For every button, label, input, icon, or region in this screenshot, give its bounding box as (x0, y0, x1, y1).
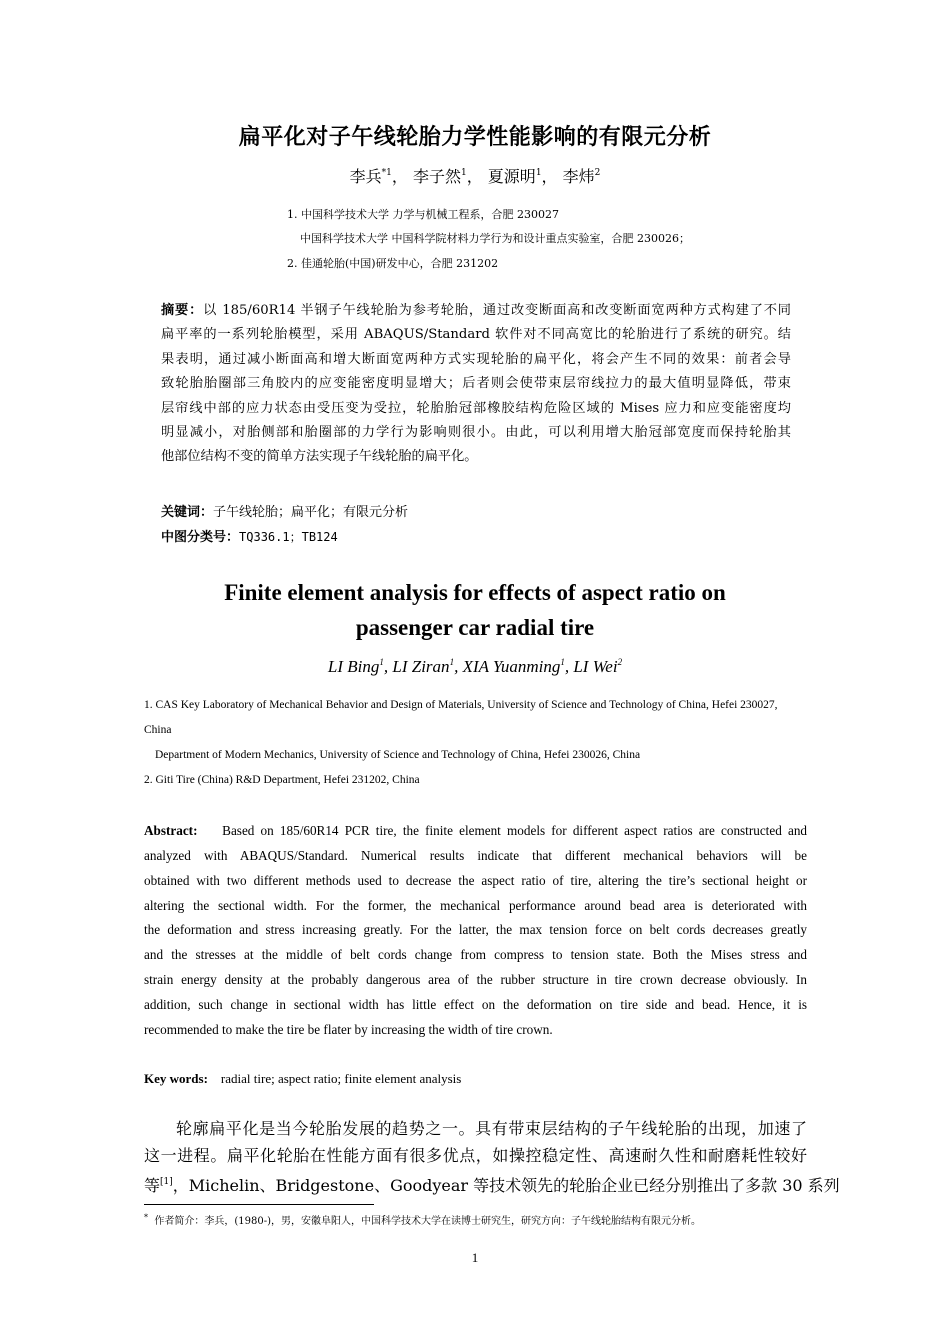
cn-class-label: 中图分类号： (161, 530, 240, 545)
body-line (144, 1169, 840, 1196)
cn-author-list (0, 164, 950, 187)
cn-author-separator: ， (466, 167, 483, 186)
footnote-mark: * (144, 1213, 148, 1222)
en-author-list (0, 657, 950, 677)
en-abstract-line: the deformation and stress increasing greatly. For the latter, the max tension force on belt cords decreases greatly (144, 922, 807, 938)
cn-author-sup: 1 (535, 168, 542, 178)
cn-abstract-label: 摘要： (161, 303, 204, 318)
en-author-sup: 1 (379, 657, 384, 667)
cn-author-separator: ， (541, 167, 558, 186)
cn-author: 李炜 (562, 167, 595, 186)
en-abstract-line: addition, such change in sectional width has little effect on the deformation on tire side and bead. Hence, it is (144, 996, 807, 1012)
en-abstract-label: Abstract: (144, 823, 198, 838)
en-author-separator: , (383, 657, 393, 676)
cn-abstract-line: 果表明，通过减小断面高和增大断面宽两种方式实现轮胎的扁平化，将会产生不同的效果：前者会导 (161, 351, 791, 367)
en-affiliation: China (144, 724, 172, 736)
en-author-sup: 1 (449, 657, 455, 667)
en-keywords-label: Key words: (144, 1071, 208, 1086)
en-author: XIA Yuanming (462, 657, 561, 676)
en-title-line: passenger car radial tire (355, 615, 595, 640)
body-line: 轮廓扁平化是当今轮胎发展的趋势之一。具有带束层结构的子午线轮胎的出现，加速了 (176, 1119, 807, 1138)
body-text (144, 1115, 840, 1196)
en-abstract-line: obtained with two different methods used to decrease the aspect ratio of tire, altering the tire’s sectional height or (144, 872, 807, 888)
footnote (144, 1212, 701, 1227)
cn-abstract-line: 他部位结构不变的简单方法实现子午线轮胎的扁平化。 (161, 449, 478, 465)
cn-abstract-line: 扁平率的一系列轮胎模型，采用 ABAQUS/Standard 软件对不同高宽比的轮胎进行了系统的研究。结 (161, 327, 791, 343)
cn-affiliation: 2. 佳通轮胎(中国)研发中心，合肥 231202 (287, 257, 499, 270)
cn-author: 李兵 (349, 167, 382, 186)
en-author: LI Ziran (392, 657, 450, 676)
cn-author: 李子然 (412, 167, 461, 186)
body-text-run: ，Michelin、Bridgestone、Goodyear 等技术领先的轮胎企业已经分别推出了多款 30 系列 (172, 1176, 840, 1195)
cn-author-separator: ， (391, 167, 408, 186)
cn-author-sup: *1 (381, 168, 392, 178)
page-number: 1 (471, 1250, 479, 1265)
cn-affiliation: 中国科学技术大学 中国科学院材料力学行为和设计重点实验室，合肥 230026； (300, 232, 690, 245)
cn-abstract-text: 以 185/60R14 半钢子午线轮胎为参考轮胎，通过改变断面高和改变断面宽两种方式构建了不同 (203, 303, 791, 318)
en-affiliation: 1. CAS Key Laboratory of Mechanical Behavior and Design of Materials, University of Science and Technology of China, Hefei 230027, (144, 699, 778, 711)
en-abstract-line: recommended to make the tire be flater by increasing the width of tire crown. (144, 1021, 553, 1037)
en-abstract-line: strain energy density at the probably dangerous area of the rubber structure in tire crown decrease obviously. In (144, 972, 807, 988)
footnote-rule (144, 1204, 374, 1205)
cn-abstract (161, 299, 791, 470)
en-author-sup: 2 (617, 657, 623, 667)
cn-classification (161, 526, 338, 545)
footnote-text: 作者简介：李兵，(1980-)，男，安徽阜阳人，中国科学技术大学在读博士研究生，研究方向：子午线轮胎结构有限元分析。 (154, 1216, 701, 1227)
cn-author-sup: 2 (594, 168, 601, 178)
en-affiliation: 2. Giti Tire (China) R&D Department, Hefei 231202, China (144, 774, 420, 786)
en-author: LI Bing (327, 657, 380, 676)
en-author-separator: , (454, 657, 463, 676)
en-abstract-line: altering the sectional width. For the former, the mechanical performance around bead area is deteriorated with (144, 897, 807, 913)
cn-abstract-line: 明显减小，对胎侧部和胎圈部的力学行为影响则很小。由此，可以利用增大胎冠部宽度而保持轮胎其 (161, 424, 791, 440)
en-author: LI Wei (573, 657, 618, 676)
cn-author-sup: 1 (460, 168, 467, 178)
en-keywords (144, 1071, 461, 1087)
cn-author: 夏源明 (487, 167, 536, 186)
en-keywords-value: radial tire; aspect ratio; finite element analysis (220, 1071, 462, 1086)
en-author-sup: 1 (560, 657, 565, 667)
cn-abstract-line: 致轮胎胎圈部三角胶内的应变能密度明显增大；后者则会使带束层帘线拉力的最大值明显降低，带束 (161, 376, 791, 392)
cn-keywords-label: 关键词： (161, 505, 214, 520)
en-author-separator: , (564, 657, 574, 676)
body-text-run: 等 (144, 1176, 161, 1195)
cn-keywords-value: 子午线轮胎；扁平化；有限元分析 (213, 505, 409, 520)
body-line: 这一进程。扁平化轮胎在性能方面有很多优点，如操控稳定性、高速耐久性和耐磨耗性较好 (144, 1146, 807, 1165)
en-abstract (144, 819, 807, 1043)
cn-abstract-line (161, 299, 791, 323)
cn-abstract-line: 层帘线中部的应力状态由受压变为受拉，轮胎胎冠部橡胶结构危险区域的 Mises 应力和应变能密度均 (161, 400, 791, 416)
cn-affiliation: 1. 中国科学技术大学 力学与机械工程系，合肥 230027 (287, 208, 559, 221)
cn-class-value: TQ336.1；TB124 (239, 530, 338, 544)
en-title-line: Finite element analysis for effects of aspect ratio on (224, 580, 726, 605)
en-affiliation: Department of Modern Mechanics, University of Science and Technology of China, Hefei 230026, China (155, 749, 641, 761)
cn-keywords (161, 501, 408, 520)
en-abstract-line: analyzed with ABAQUS/Standard. Numerical results indicate that different mechanical behaviors will be (144, 847, 807, 863)
en-abstract-text: Based on 185/60R14 PCR tire, the finite element models for different aspect ratios are constructed and (222, 823, 808, 838)
en-abstract-line: and the stresses at the middle of belt cords change from compress to tension state. Both the Mises stress and (144, 947, 807, 963)
citation-ref: [1] (160, 1177, 173, 1187)
cn-title: 扁平化对子午线轮胎力学性能影响的有限元分析 (238, 125, 712, 150)
en-abstract-line (144, 819, 807, 844)
